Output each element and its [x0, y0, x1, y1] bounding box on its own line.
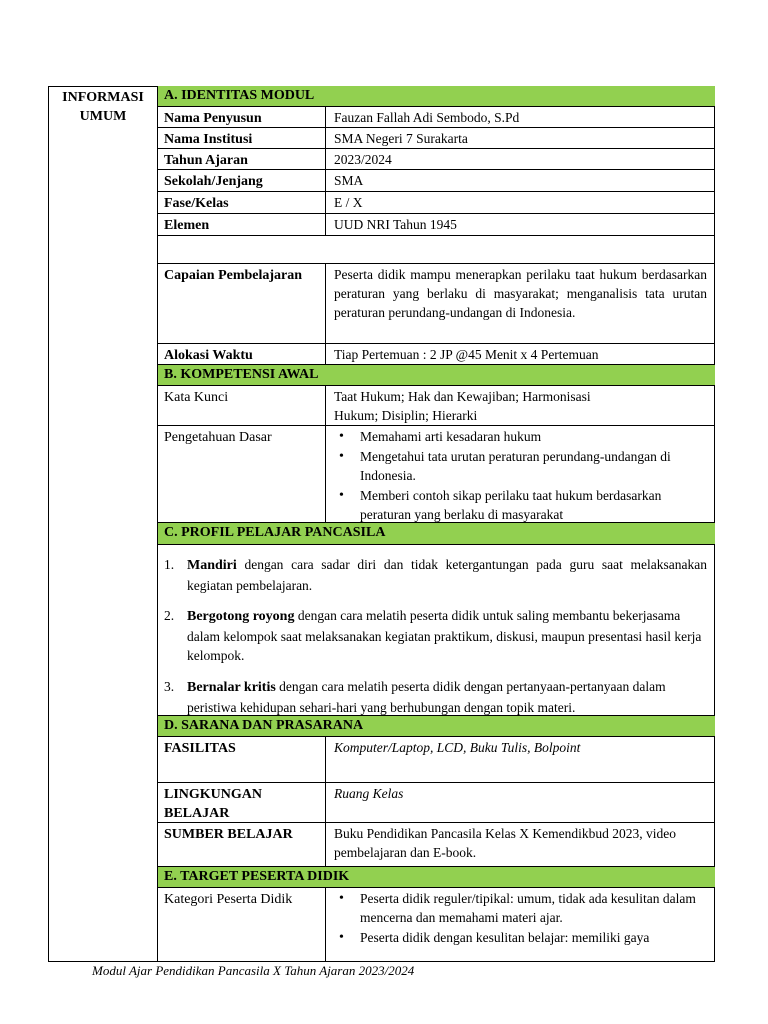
sekolah-jenjang-label: Sekolah/Jenjang: [158, 170, 326, 191]
sumber-label: SUMBER BELAJAR: [158, 823, 326, 866]
pengetahuan-list: [334, 427, 707, 524]
list-item: • Mengetahui tata urutan peraturan perundang-undangan di Indonesia.: [334, 447, 707, 485]
tahun-ajaran-value: 2023/2024: [334, 152, 392, 167]
nama-penyusun-label: Nama Penyusun: [158, 107, 326, 127]
sekolah-jenjang-value: SMA: [334, 173, 364, 188]
item-number: 1.: [164, 557, 175, 572]
table-row: [158, 170, 715, 192]
list-item: • Peserta didik dengan kesulitan belajar: memiliki gaya: [334, 928, 707, 947]
page-footer: Modul Ajar Pendidikan Pancasila X Tahun Ajaran 2023/2024: [92, 963, 415, 978]
item-number: 3.: [164, 679, 175, 694]
elemen-value: UUD NRI Tahun 1945: [334, 217, 457, 232]
kata-kunci-line: Taat Hukum; Hak dan Kewajiban; Harmonisasi: [334, 389, 591, 404]
alokasi-label: Alokasi Waktu: [158, 344, 326, 364]
section-sarana-prasarana: D. SARANA DAN PRASARANA: [158, 716, 715, 737]
target-list: [334, 889, 707, 947]
tahun-ajaran-label: Tahun Ajaran: [158, 149, 326, 169]
kategori-list-cell: [326, 888, 715, 962]
lingkungan-value: Ruang Kelas: [334, 786, 404, 801]
section-kompetensi-awal: B. KOMPETENSI AWAL: [158, 365, 715, 386]
fasilitas-label: FASILITAS: [158, 737, 326, 782]
table-row: [158, 264, 715, 344]
informasi-umum-header: [50, 88, 156, 126]
profil-title: Mandiri: [187, 558, 237, 573]
table-row: [158, 149, 715, 170]
profil-text: dengan cara sadar diri dan tidak ketergantungan pada guru saat melaksanakan kegiatan pembelajaran.: [187, 557, 707, 593]
table-row: [158, 737, 715, 783]
table-row: [158, 192, 715, 214]
list-item: • Peserta didik reguler/tipikal: umum, tidak ada kesulitan dalam mencerna dan memahami materi ajar.: [334, 889, 707, 927]
informasi-label: INFORMASI: [62, 90, 144, 105]
section-profil-pelajar: C. PROFIL PELAJAR PANCASILA: [158, 523, 715, 545]
pengetahuan-label: Pengetahuan Dasar: [158, 426, 326, 522]
fase-kelas-label: Fase/Kelas: [158, 192, 326, 213]
kata-kunci-line: Hukum; Disiplin; Hierarki: [334, 408, 478, 423]
section-identitas-modul: A. IDENTITAS MODUL: [158, 86, 715, 107]
table-row: [158, 823, 715, 867]
profil-title: Bergotong royong: [187, 609, 295, 624]
section-target-peserta: E. TARGET PESERTA DIDIK: [158, 867, 715, 888]
fase-kelas-value: E / X: [334, 195, 363, 210]
sumber-value: Buku Pendidikan Pancasila Kelas X Kemendikbud 2023, video pembelajaran dan E-book.: [334, 826, 676, 860]
nama-institusi-value: SMA Negeri 7 Surakarta: [334, 131, 468, 146]
capaian-label: Capaian Pembelajaran: [158, 264, 326, 343]
pengetahuan-list-cell: [326, 426, 715, 522]
nama-institusi-label: Nama Institusi: [158, 128, 326, 148]
profil-text: dengan cara melatih peserta didik untuk saling membantu bekerjasama dalam kelompok saat melaksanakan kegiatan praktikum, diskusi, maupun presentasi hasil kerja kelompok.: [187, 608, 702, 663]
table-row: [158, 888, 715, 962]
left-column: [48, 86, 158, 962]
profil-text: dengan cara melatih peserta didik dengan pertanyaan-pertanyaan dalam peristiwa kehidupan sehari-hari yang berhubungan dengan topik materi.: [187, 679, 666, 715]
kategori-label: Kategori Peserta Didik: [158, 888, 326, 962]
umum-label: UMUM: [79, 109, 127, 124]
lingkungan-label: LINGKUNGAN BELAJAR: [158, 783, 326, 822]
list-item: • Memahami arti kesadaran hukum: [334, 427, 707, 446]
alokasi-value: Tiap Pertemuan : 2 JP @45 Menit x 4 Pertemuan: [334, 347, 599, 362]
list-item: • Memberi contoh sikap perilaku taat hukum berdasarkan peraturan yang berlaku di masyarakat: [334, 486, 707, 524]
table-row: [158, 426, 715, 523]
capaian-value: Peserta didik mampu menerapkan perilaku taat hukum berdasarkan peraturan yang berlaku di masyarakat; menganalisis tata urutan peraturan perundang-undangan di Indonesia.: [334, 267, 707, 320]
table-row: [158, 344, 715, 365]
table-row: [158, 783, 715, 823]
table-row: [158, 386, 715, 426]
elemen-label: Elemen: [158, 214, 326, 235]
table-row: [158, 128, 715, 149]
empty-row: [158, 236, 715, 264]
table-row: [158, 214, 715, 236]
nama-penyusun-value: Fauzan Fallah Adi Sembodo, S.Pd: [334, 110, 520, 125]
profil-cell: [158, 545, 715, 716]
table-row: [158, 107, 715, 128]
profil-title: Bernalar kritis: [187, 680, 276, 695]
fasilitas-value: Komputer/Laptop, LCD, Buku Tulis, Bolpoint: [334, 740, 581, 755]
kata-kunci-label: Kata Kunci: [158, 386, 326, 425]
kata-kunci-value: [326, 386, 715, 425]
item-number: 2.: [164, 608, 175, 623]
